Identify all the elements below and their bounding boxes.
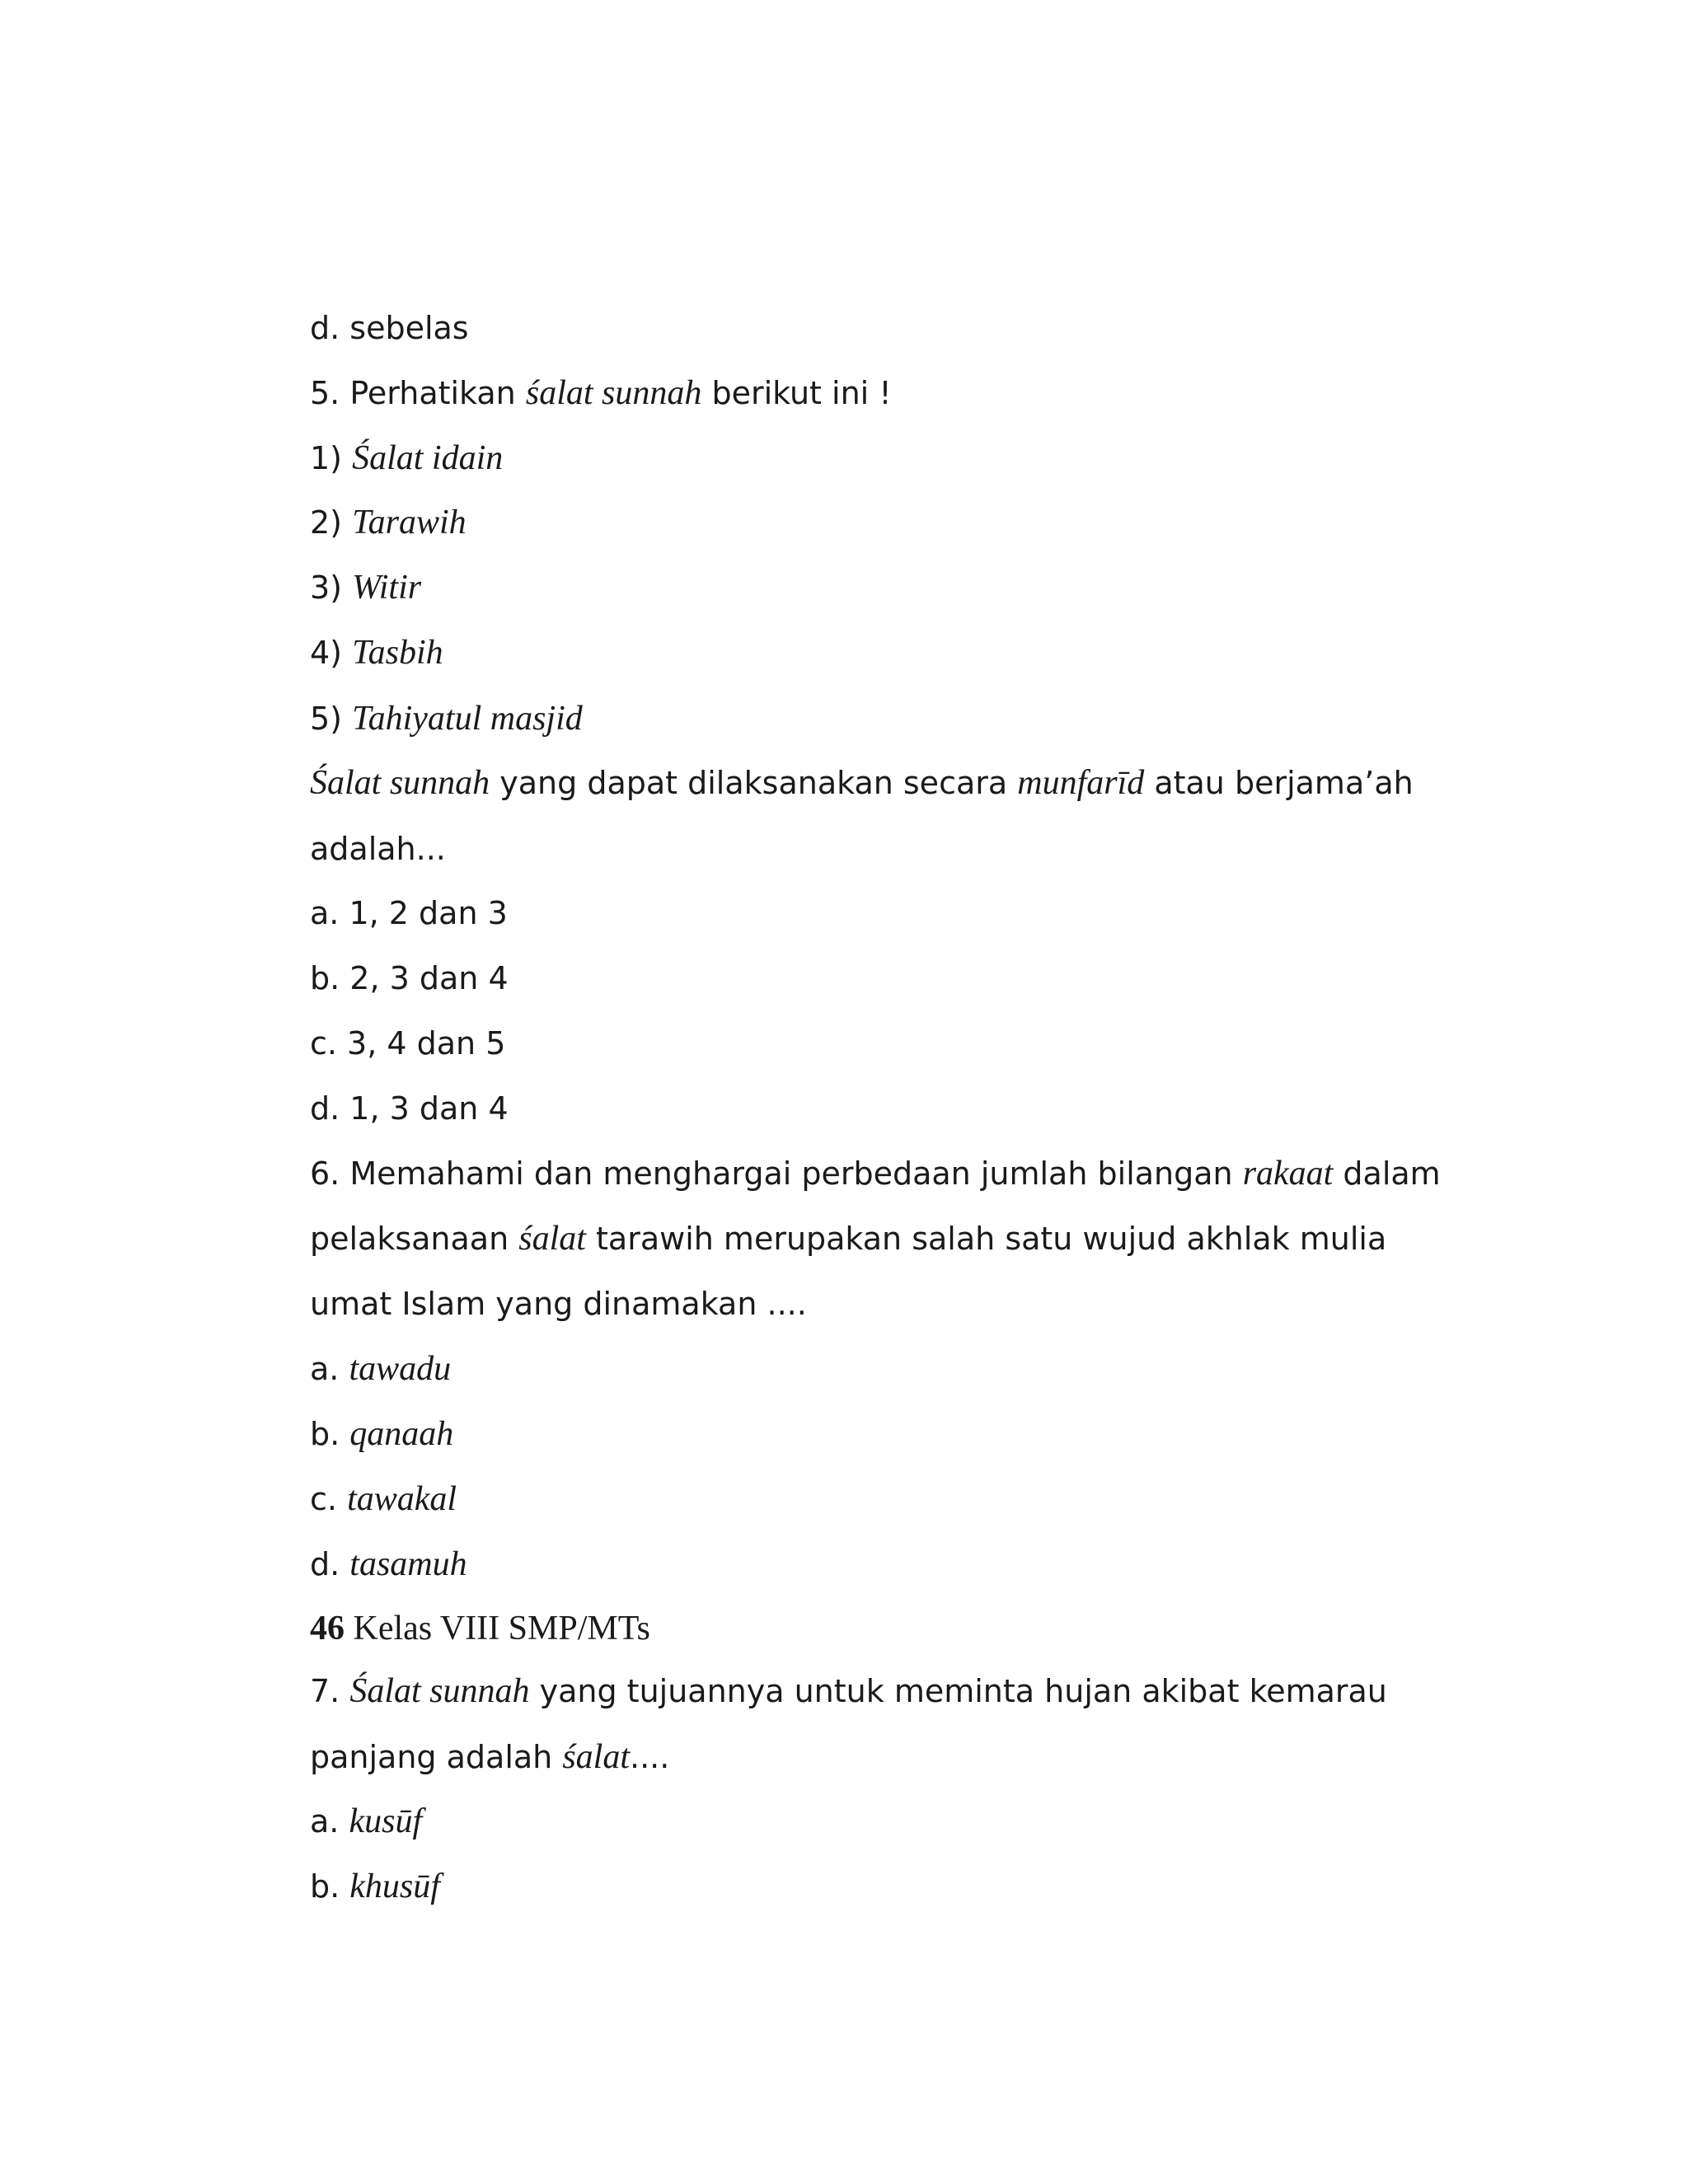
question-text: 5. Perhatikan: [310, 375, 526, 411]
question-5-prompt: [310, 758, 1414, 808]
option-letter: a.: [310, 1803, 349, 1840]
list-number: 5): [310, 701, 353, 737]
italic-term: Śalat sunnah: [349, 1672, 530, 1710]
italic-term: kusūf: [349, 1802, 423, 1840]
italic-term: Śalat sunnah: [310, 764, 490, 802]
option-text: d. 1, 3 dan 4: [310, 1090, 509, 1127]
option-letter: a.: [310, 1351, 349, 1387]
option-letter: d.: [310, 1546, 350, 1582]
italic-term: munfarīd: [1017, 764, 1145, 802]
question-5-prompt-cont: [310, 824, 446, 874]
question-7-stem: [310, 1666, 1387, 1716]
italic-term: tasamuh: [349, 1545, 467, 1583]
option-text: a. 1, 2 dan 3: [310, 895, 508, 931]
list-number: 3): [310, 569, 353, 606]
question-text: yang dapat dilaksanakan secara: [490, 765, 1018, 801]
question-text: umat Islam yang dinamakan ....: [310, 1286, 807, 1322]
italic-term: rakaat: [1242, 1155, 1334, 1193]
italic-term: śalat: [518, 1220, 586, 1258]
question-text: atau berjama’ah: [1144, 765, 1414, 801]
question-text: 6. Memahami dan menghargai perbedaan jumlah bilangan: [310, 1155, 1243, 1192]
italic-term: tawakal: [347, 1480, 457, 1518]
option-letter: c.: [310, 1481, 348, 1517]
question-text: berikut ini !: [701, 375, 892, 411]
footer-label: Kelas VIII SMP/MTs: [345, 1610, 650, 1647]
italic-term: Tarawih: [352, 504, 467, 541]
question-5-stem: [310, 368, 892, 418]
option-text: d. sebelas: [310, 310, 469, 346]
question-text: tarawih merupakan salah satu wujud akhlak mulia: [585, 1221, 1387, 1257]
question-6-stem-cont: [310, 1214, 1386, 1263]
italic-term: tawadu: [349, 1350, 452, 1388]
list-item-3: [310, 563, 421, 612]
question-6-stem: [310, 1149, 1441, 1198]
list-number: 1): [310, 440, 353, 476]
option-letter: b.: [310, 1416, 350, 1452]
option-c-q5: [310, 1019, 505, 1068]
question-7-stem-cont: [310, 1732, 669, 1782]
list-number: 2): [310, 504, 353, 541]
question-text: yang tujuannya untuk meminta hujan akibat kemarau: [529, 1673, 1387, 1709]
italic-term: qanaah: [349, 1415, 454, 1453]
italic-term: Tahiyatul masjid: [352, 700, 583, 738]
question-text: 7.: [310, 1673, 350, 1709]
italic-term: Tasbih: [352, 634, 443, 672]
option-text: c. 3, 4 dan 5: [310, 1025, 506, 1062]
option-d-q6: [310, 1540, 467, 1589]
option-letter: b.: [310, 1868, 350, 1905]
list-item-5: [310, 694, 583, 743]
option-a-q6: [310, 1344, 451, 1394]
option-b-q6: [310, 1409, 453, 1459]
list-item-4: [310, 628, 443, 677]
option-text: b. 2, 3 dan 4: [310, 960, 509, 996]
option-d-q5: [310, 1084, 509, 1133]
question-text: dalam: [1333, 1155, 1441, 1192]
italic-term: śalat sunnah: [525, 374, 702, 412]
page-number: 46: [310, 1610, 345, 1647]
option-b-q5: [310, 954, 509, 1003]
option-c-q6: [310, 1474, 457, 1524]
question-text: ....: [630, 1739, 670, 1775]
option-b-q7: [310, 1862, 440, 1911]
option-a-q5: [310, 888, 508, 938]
page-footer: [310, 1604, 650, 1653]
question-text: adalah...: [310, 831, 446, 867]
question-text: pelaksanaan: [310, 1221, 519, 1257]
list-item-1: [310, 434, 503, 483]
question-6-stem-end: [310, 1279, 807, 1329]
list-item-2: [310, 498, 467, 547]
list-number: 4): [310, 635, 353, 671]
italic-term: Śalat idain: [352, 439, 504, 477]
question-text: panjang adalah: [310, 1739, 563, 1775]
option-a-q7: [310, 1797, 422, 1846]
italic-term: Witir: [352, 569, 422, 607]
italic-term: khusūf: [349, 1868, 440, 1905]
option-d-q4: [310, 303, 469, 353]
italic-term: śalat: [562, 1738, 631, 1776]
